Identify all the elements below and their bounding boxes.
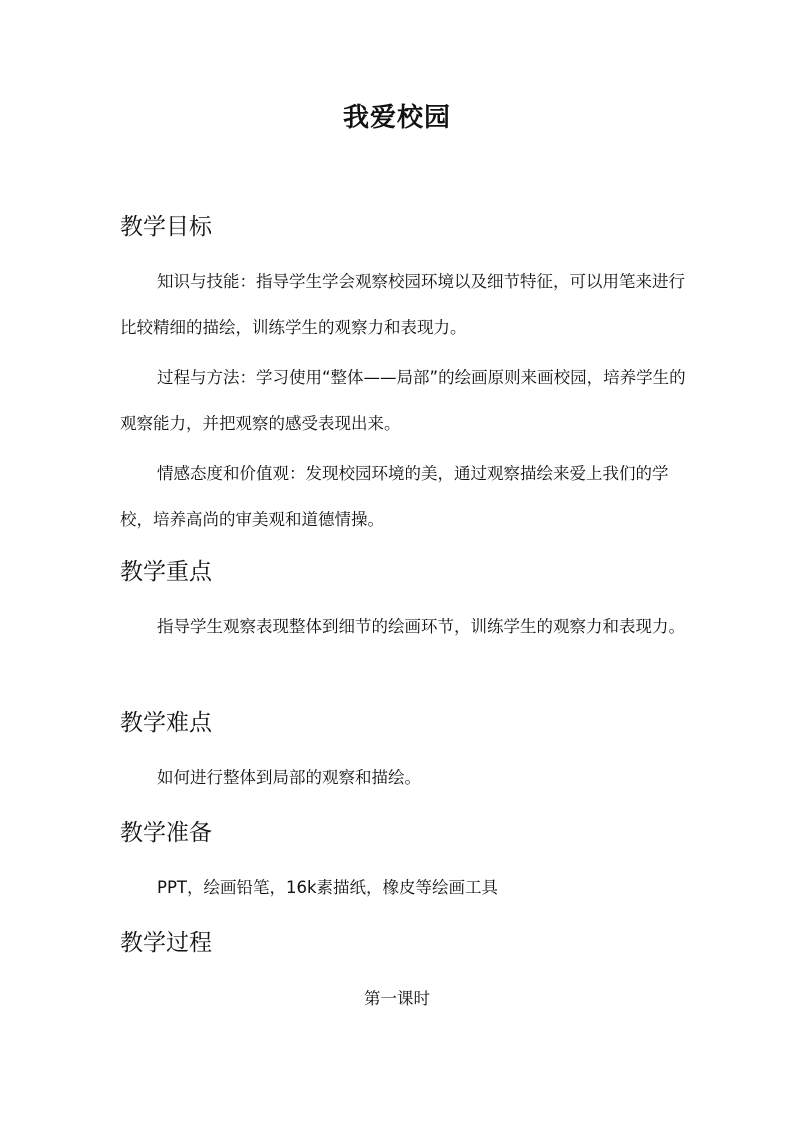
paragraph-key-points: 指导学生观察表现整体到细节的绘画环节，训练学生的观察力和表现力。 bbox=[157, 617, 685, 636]
section-heading-objectives: 教学目标 bbox=[120, 214, 212, 240]
lesson-period-label: 第一课时 bbox=[364, 989, 430, 1008]
paragraph-emotion-values: 情感态度和价值观：发现校园环境的美，通过观察描绘来爱上我们的学校，培养高尚的审美观和道德情操。 bbox=[120, 464, 669, 529]
section-heading-process: 教学过程 bbox=[120, 930, 212, 956]
section-heading-key-points: 教学重点 bbox=[120, 559, 212, 585]
section-heading-difficulties: 教学难点 bbox=[120, 710, 212, 736]
section-heading-preparation: 教学准备 bbox=[120, 820, 212, 846]
paragraph-preparation: PPT，绘画铅笔，16k素描纸，橡皮等绘画工具 bbox=[157, 878, 499, 897]
document-title: 我爱校园 bbox=[342, 103, 451, 133]
paragraph-knowledge-skills: 知识与技能：指导学生学会观察校园环境以及细节特征，可以用笔来进行比较精细的描绘，训练学生的观察力和表现力。 bbox=[120, 272, 685, 337]
paragraph-difficulties: 如何进行整体到局部的观察和描绘。 bbox=[157, 768, 421, 787]
paragraph-process-method: 过程与方法：学习使用“整体——局部”的绘画原则来画校园，培养学生的观察能力，并把观察的感受表现出来。 bbox=[120, 368, 686, 433]
